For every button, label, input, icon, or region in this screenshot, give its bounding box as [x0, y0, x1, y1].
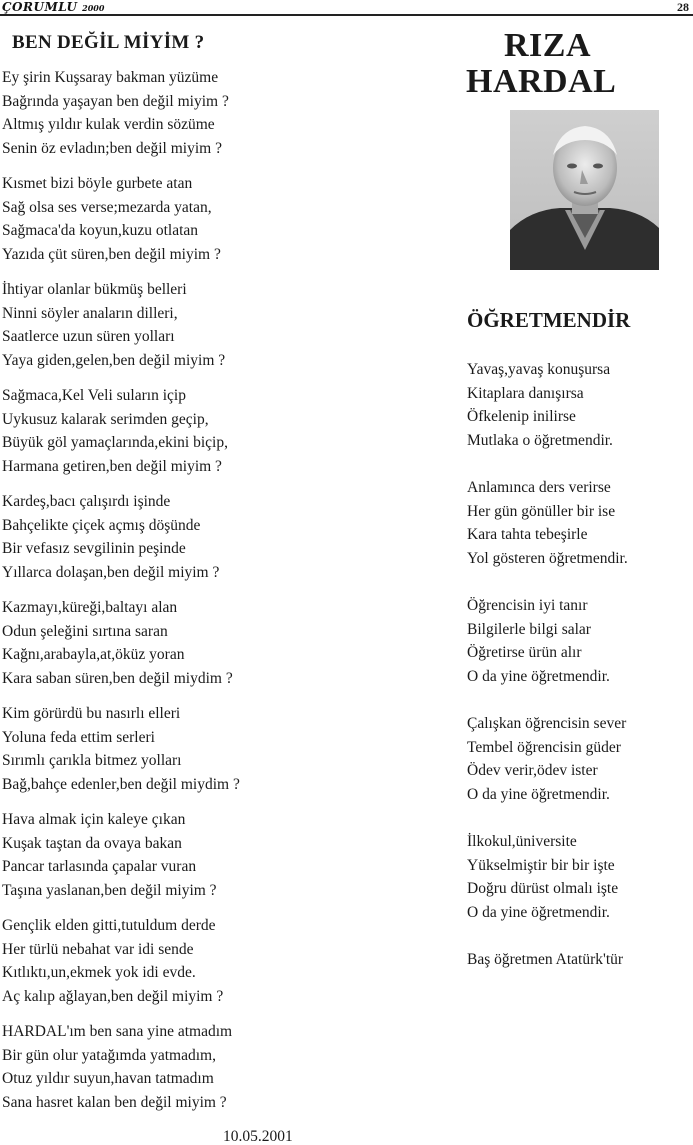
stanza: [2, 702, 322, 796]
poem-line: Kitaplara danışırsa: [467, 384, 584, 402]
stanza: [2, 596, 322, 690]
poem-line: İhtiyar olanlar bükmüş belleri: [2, 281, 187, 298]
header-rule: [0, 14, 693, 16]
poem-line: Sana hasret kalan ben değil miyim ?: [2, 1093, 227, 1111]
page-number: 28: [677, 0, 689, 14]
stanza: [2, 172, 322, 266]
poem-line: Sırımlı çarıkla bitmez yolları: [2, 752, 182, 769]
poem-line: Bağrında yaşayan ben değil miyim ?: [2, 92, 229, 110]
poem-line: İlkokul,üniversite: [467, 833, 577, 850]
poem-line: Bağ,bahçe edenler,ben değil miydim ?: [2, 775, 240, 793]
poem-line: Ninni söyler anaların dilleri,: [2, 304, 178, 322]
poem-line: Doğru dürüst olmalı işte: [467, 880, 619, 897]
left-poem-title: BEN DEĞİL MİYİM ?: [12, 32, 205, 53]
stanza: [2, 384, 322, 478]
poem-line: Öğrencisin iyi tanır: [467, 597, 588, 614]
poem-line: Yıllarca dolaşan,ben değil miyim ?: [2, 563, 220, 581]
right-poem-title: ÖĞRETMENDİR: [467, 308, 631, 332]
left-poem-body: [2, 66, 322, 1114]
poem-line: O da yine öğretmendir.: [467, 903, 610, 921]
poem-line: Anlamınca ders verirse: [467, 479, 611, 496]
stanza: [2, 914, 322, 1008]
stanza: [2, 278, 322, 372]
poem-line: Harmana getiren,ben değil miyim ?: [2, 457, 222, 475]
poem-line: Taşına yaslanan,ben değil miyim ?: [2, 881, 217, 899]
stanza: [467, 830, 693, 924]
stanza: [467, 476, 693, 570]
poem-line: Kağnı,arabayla,at,öküz yoran: [2, 646, 185, 663]
poem-line: Bir gün olur yatağımda yatmadım,: [2, 1046, 216, 1064]
poem-line: Kıtlıktı,un,ekmek yok idi evde.: [2, 964, 196, 981]
poem-line: Kazmayı,küreği,baltayı alan: [2, 599, 178, 616]
poem-line: Sağmaca'da koyun,kuzu otlatan: [2, 222, 199, 239]
poem-line: Çalışkan öğrencisin sever: [467, 715, 627, 732]
poem-line: Tembel öğrencisin güder: [467, 738, 621, 756]
poem-line: Yükselmiştir bir bir işte: [467, 856, 615, 874]
poem-line: Aç kalıp ağlayan,ben değil miyim ?: [2, 987, 224, 1005]
stanza: [2, 490, 322, 584]
poem-line: Yoluna feda ettim serleri: [2, 728, 155, 746]
author-photo: [510, 110, 659, 270]
poem-line: Odun şeleğini sırtına saran: [2, 622, 168, 640]
poem-line: Ey şirin Kuşsaray bakman yüzüme: [2, 69, 219, 86]
poem-line: O da yine öğretmendir.: [467, 785, 610, 803]
poem-line: Sağ olsa ses verse;mezarda yatan,: [2, 198, 212, 216]
poem-line: Kuşak taştan da ovaya bakan: [2, 834, 182, 852]
right-poem-body: [467, 358, 693, 972]
author-name: [466, 28, 666, 100]
poem-line: Baş öğretmen Atatürk'tür: [467, 951, 624, 968]
poem-line: Büyük göl yamaçlarında,ekini biçip,: [2, 434, 228, 451]
poem-line: Gençlik elden gitti,tutuldum derde: [2, 917, 216, 934]
page-header: [0, 0, 693, 16]
poem-line: Kara saban süren,ben değil miydim ?: [2, 669, 233, 687]
poem-line: Yavaş,yavaş konuşursa: [467, 361, 611, 378]
author-first-name: RIZA: [504, 27, 592, 64]
poem-line: Senin öz evladın;ben değil miyim ?: [2, 139, 222, 157]
poem-line: Pancar tarlasında çapalar vuran: [2, 858, 197, 875]
poem-line: Öğretirse ürün alır: [467, 644, 582, 661]
stanza: [2, 66, 322, 160]
stanza: [467, 948, 693, 972]
stanza: [2, 808, 322, 902]
poem-line: Kim görürdü bu nasırlı elleri: [2, 705, 181, 722]
poem-line: Bir vefasız sevgilinin peşinde: [2, 540, 186, 557]
poem-line: Ödev verir,ödev ister: [467, 762, 598, 779]
stanza: [467, 712, 693, 806]
poem-line: Mutlaka o öğretmendir.: [467, 431, 613, 449]
masthead-name: ÇORUMLU: [2, 0, 78, 14]
stanza: [467, 358, 693, 452]
poem-line: Kısmet bizi böyle gurbete atan: [2, 175, 193, 192]
poem-line: Kardeş,bacı çalışırdı işinde: [2, 493, 171, 510]
poem-line: Her gün gönüller bir ise: [467, 502, 616, 520]
poem-line: Bahçelikte çiçek açmış döşünde: [2, 516, 201, 534]
author-last-name: HARDAL: [466, 63, 617, 100]
poem-line: Yazıda çüt süren,ben değil miyim ?: [2, 245, 221, 263]
poem-line: Yaya giden,gelen,ben değil miyim ?: [2, 351, 226, 369]
poem-line: Otuz yıldır suyun,havan tatmadım: [2, 1070, 214, 1087]
poem-line: Hava almak için kaleye çıkan: [2, 811, 186, 828]
poem-date: 10.05.2001: [223, 1128, 293, 1145]
poem-line: O da yine öğretmendir.: [467, 667, 610, 685]
stanza: [2, 1020, 322, 1114]
masthead: [2, 0, 104, 14]
poem-line: Saatlerce uzun süren yolları: [2, 328, 175, 345]
poem-line: Altmış yıldır kulak verdin sözüme: [2, 116, 215, 133]
stanza: [467, 594, 693, 688]
masthead-year: 2000: [82, 3, 105, 13]
poem-line: Uykusuz kalarak serimden geçip,: [2, 410, 209, 428]
poem-line: Kara tahta tebeşirle: [467, 526, 588, 543]
poem-line: Her türlü nebahat var idi sende: [2, 940, 194, 958]
poem-line: Yol gösteren öğretmendir.: [467, 549, 628, 567]
poem-line: HARDAL'ım ben sana yine atmadım: [2, 1023, 233, 1040]
poem-line: Öfkelenip inilirse: [467, 408, 576, 425]
poem-line: Sağmaca,Kel Veli suların içip: [2, 387, 186, 404]
poem-line: Bilgilerle bilgi salar: [467, 620, 591, 638]
